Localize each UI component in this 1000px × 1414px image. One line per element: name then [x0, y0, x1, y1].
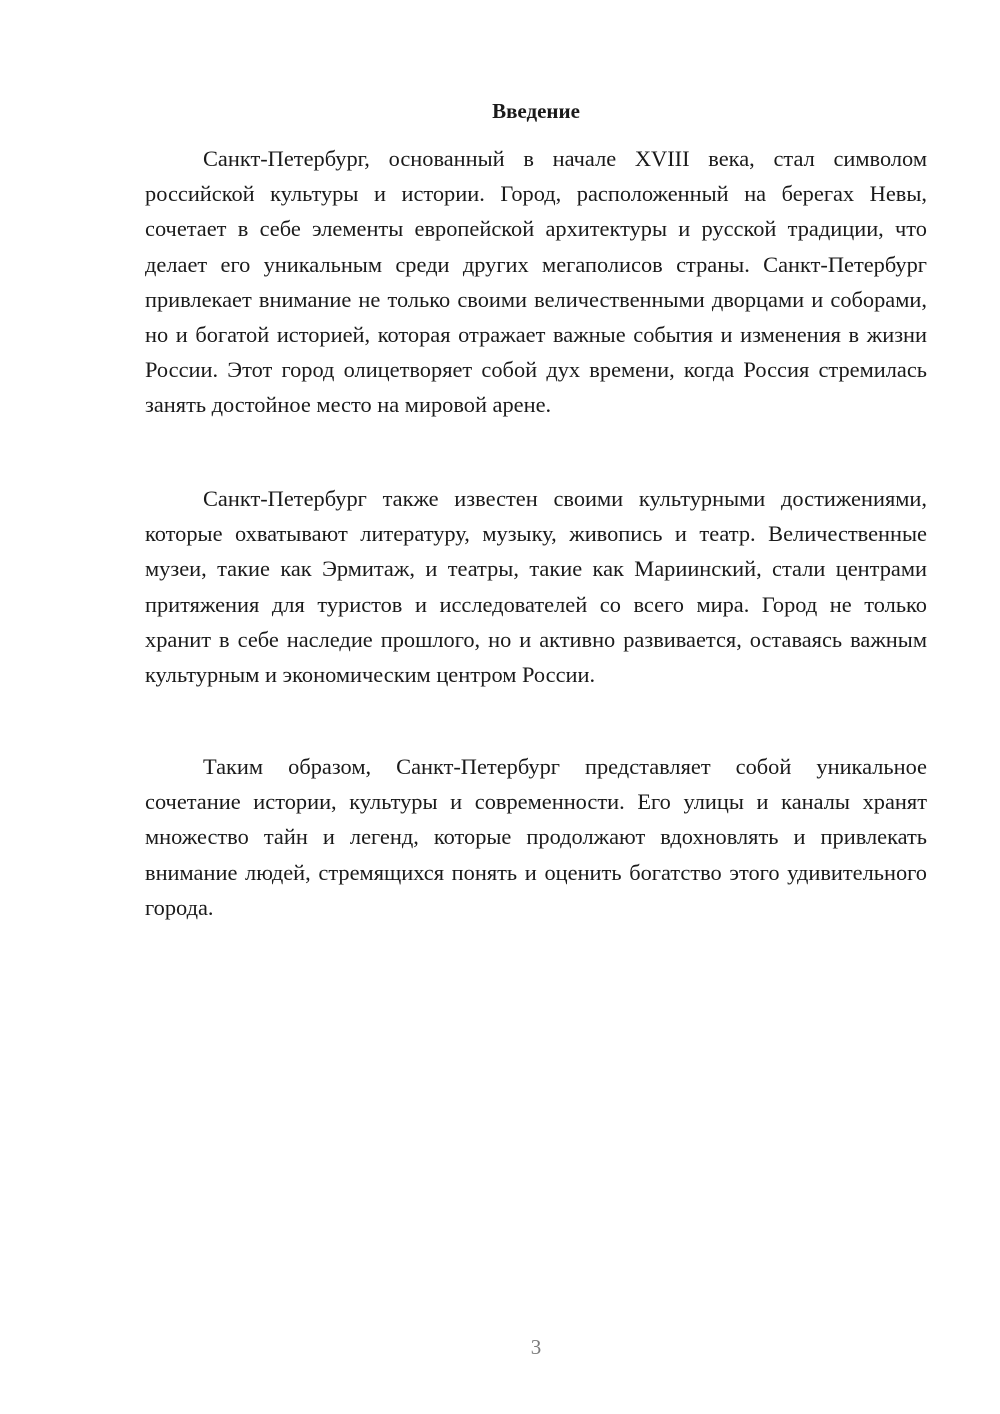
paragraph-3: Таким образом, Санкт-Петербург представляет собой уникальное сочетание истории, культуры и современности. Его улицы и каналы хранят множество тайн и легенд, которые продолжают вдохновлять и привлекать внимание людей, стремящихся понять и оценить богатство этого удивительного города. — [145, 754, 927, 920]
page-number: 3 — [530, 1335, 542, 1359]
section-title: Введение — [492, 99, 580, 123]
paragraph-1: Санкт-Петербург, основанный в начале XVIII века, стал символом российской культуры и истории. Город, расположенный на берегах Невы, сочетает в себе элементы европейской архитектуры и русской традиции, что делает его уникальным среди других мегаполисов страны. Санкт-Петербург привлекает внимание не только своими величественными дворцами и соборами, но и богатой историей, которая отражает важные события и изменения в жизни России. Этот город олицетворяет собой дух времени, когда Россия стремилась занять достойное место на мировой арене. — [145, 146, 927, 418]
paragraph-2: Санкт-Петербург также известен своими культурными достижениями, которые охватывают литературу, музыку, живопись и театр. Величественные музеи, такие как Эрмитаж, и театры, такие как Мариинский, стали центрами притяжения для туристов и исследователей со всего мира. Город не только хранит в себе наследие прошлого, но и активно развивается, оставаясь важным культурным и экономическим центром России. — [145, 486, 927, 688]
